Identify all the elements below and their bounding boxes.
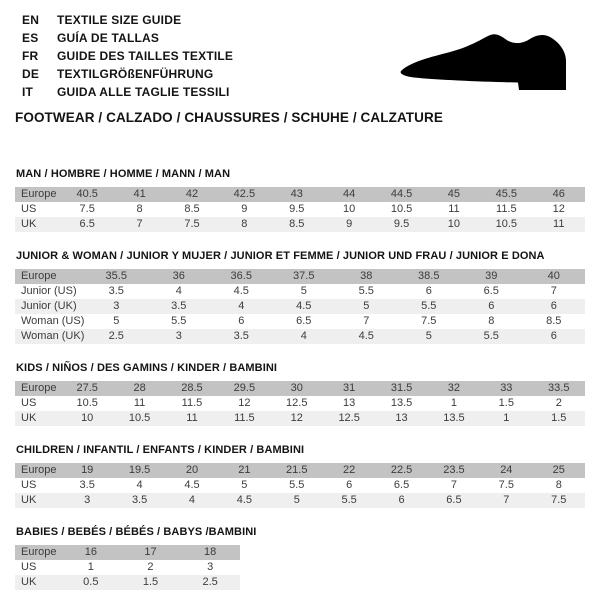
- size-cell: 31: [323, 381, 375, 396]
- row-label: US: [21, 397, 37, 409]
- size-cell: 3: [61, 493, 113, 508]
- size-cell: 6: [425, 285, 432, 297]
- size-cell: 12.5: [286, 397, 308, 409]
- table-row: [15, 463, 585, 478]
- size-cell: 4.5: [218, 493, 270, 508]
- table-row: [15, 284, 585, 299]
- row-label: Woman (UK): [15, 329, 85, 344]
- size-cell: 18: [180, 545, 240, 560]
- size-cell: 4.5: [233, 285, 249, 297]
- size-cell: 29.5: [218, 381, 270, 396]
- size-cell: 22.5: [375, 463, 427, 478]
- size-cell: 9.5: [375, 217, 427, 232]
- section-title: BABIES / BEBÉS / BÉBÉS / BABYS /BAMBINI: [16, 526, 257, 538]
- size-cell: 7.5: [421, 315, 437, 327]
- size-cell: 32: [428, 381, 480, 396]
- size-table-kids: [15, 381, 585, 426]
- language-code: ES: [22, 31, 39, 45]
- size-cell: 4: [210, 299, 273, 314]
- size-cell: 7.5: [166, 217, 218, 232]
- size-cell: 3.5: [108, 285, 124, 297]
- size-cell: 10: [61, 411, 113, 426]
- section-title: JUNIOR & WOMAN / JUNIOR Y MUJER / JUNIOR ET FEMME / JUNIOR UND FRAU / JUNIOR E DONA: [16, 250, 545, 262]
- size-cell: 6.5: [296, 315, 312, 327]
- language-row-fr: [22, 47, 233, 65]
- size-cell: 28: [113, 381, 165, 396]
- size-cell: 45: [428, 187, 480, 202]
- size-cell: 27.5: [61, 381, 113, 396]
- size-cell: 6: [346, 479, 353, 491]
- size-cell: 31.5: [375, 381, 427, 396]
- row-label: US: [21, 561, 37, 573]
- row-label: Junior (US): [21, 285, 77, 297]
- size-cell: 7: [480, 493, 532, 508]
- table-row: [15, 545, 240, 560]
- language-row-it: [22, 83, 233, 101]
- row-label: UK: [15, 493, 61, 508]
- size-cell: 36.5: [210, 269, 273, 284]
- size-cell: 10: [343, 203, 356, 215]
- size-cell: 5: [271, 493, 323, 508]
- size-cell: 37.5: [273, 269, 336, 284]
- size-cell: 0.5: [61, 575, 121, 590]
- size-cell: 8: [218, 217, 270, 232]
- size-cell: 3.5: [113, 493, 165, 508]
- size-cell: 10.5: [480, 217, 532, 232]
- table-row: [15, 396, 585, 411]
- size-cell: 2.5: [180, 575, 240, 590]
- row-label: Europe: [15, 381, 61, 396]
- size-cell: 6: [375, 493, 427, 508]
- size-cell: 12.5: [323, 411, 375, 426]
- size-cell: 11.5: [181, 397, 203, 409]
- size-cell: 5.5: [323, 493, 375, 508]
- table-row: [15, 217, 585, 232]
- table-row: [15, 560, 240, 575]
- size-cell: 10.5: [113, 411, 165, 426]
- table-row: [15, 202, 585, 217]
- size-cell: 33.5: [533, 381, 585, 396]
- size-cell: 5: [113, 315, 120, 327]
- category-title: FOOTWEAR / CALZADO / CHAUSSURES / SCHUHE / CALZATURE: [15, 110, 443, 125]
- size-cell: 11: [533, 217, 585, 232]
- language-list: [22, 11, 233, 101]
- size-cell: 2: [147, 561, 154, 573]
- language-code: FR: [22, 49, 39, 63]
- size-section-man: [15, 168, 585, 232]
- language-label: GUIDE DES TAILLES TEXTILE: [57, 49, 234, 63]
- size-cell: 38: [335, 269, 398, 284]
- size-cell: 6.5: [483, 285, 499, 297]
- size-cell: 6.5: [393, 479, 410, 491]
- size-cell: 1.5: [533, 411, 585, 426]
- language-row-de: [22, 65, 233, 83]
- size-cell: 1.5: [498, 397, 514, 409]
- language-code: IT: [22, 85, 34, 99]
- size-cell: 44.5: [375, 187, 427, 202]
- size-table-junior-woman: [15, 269, 585, 344]
- row-label: Woman (US): [21, 315, 85, 327]
- dress-shoe-icon: [398, 32, 570, 94]
- size-cell: 8.5: [184, 203, 200, 215]
- size-cell: 13.5: [428, 411, 480, 426]
- size-cell: 2.5: [85, 329, 148, 344]
- size-cell: 5.5: [171, 315, 187, 327]
- language-code: DE: [22, 67, 40, 81]
- size-cell: 20: [166, 463, 218, 478]
- section-title: CHILDREN / INFANTIL / ENFANTS / KINDER / BAMBINI: [16, 444, 305, 456]
- size-cell: 1: [450, 397, 457, 409]
- language-label: GUIDA ALLE TAGLIE TESSILI: [57, 85, 230, 99]
- table-row: [15, 493, 585, 508]
- size-cell: 9.5: [289, 203, 305, 215]
- size-cell: 3.5: [210, 329, 273, 344]
- size-section-kids: [15, 362, 585, 426]
- row-label: UK: [15, 217, 61, 232]
- size-cell: 7: [363, 315, 370, 327]
- row-label: Europe: [15, 187, 61, 202]
- size-tables: [15, 168, 585, 600]
- size-cell: 19.5: [113, 463, 165, 478]
- size-cell: 4.5: [184, 479, 200, 491]
- size-cell: 8: [555, 479, 562, 491]
- size-cell: 4: [136, 479, 143, 491]
- size-cell: 8.5: [271, 217, 323, 232]
- size-cell: 8: [488, 315, 495, 327]
- language-label: TEXTILGRÖßENFÜHRUNG: [57, 67, 214, 81]
- size-cell: 42.5: [218, 187, 270, 202]
- size-cell: 11: [133, 397, 146, 409]
- size-cell: 1.5: [121, 575, 181, 590]
- size-cell: 5: [335, 299, 398, 314]
- section-title: KIDS / NIÑOS / DES GAMINS / KINDER / BAMBINI: [16, 362, 278, 374]
- size-cell: 7.5: [79, 203, 95, 215]
- size-cell: 43: [271, 187, 323, 202]
- size-cell: 40: [523, 269, 586, 284]
- size-table-babies: [15, 545, 240, 590]
- size-cell: 41: [113, 187, 165, 202]
- size-cell: 7.5: [533, 493, 585, 508]
- table-row: [15, 478, 585, 493]
- size-cell: 25: [533, 463, 585, 478]
- size-cell: 5.5: [289, 479, 305, 491]
- language-code: EN: [22, 13, 40, 27]
- size-section-junior-woman: [15, 250, 585, 344]
- size-cell: 4.5: [273, 299, 336, 314]
- size-cell: 39: [460, 269, 523, 284]
- size-cell: 4.5: [335, 329, 398, 344]
- row-label: Junior (UK): [15, 299, 85, 314]
- size-cell: 7: [113, 217, 165, 232]
- size-cell: 38.5: [398, 269, 461, 284]
- size-cell: 5.5: [358, 285, 374, 297]
- size-cell: 7: [450, 479, 457, 491]
- row-label: US: [21, 479, 37, 491]
- size-cell: 6: [460, 299, 523, 314]
- size-cell: 42: [166, 187, 218, 202]
- size-cell: 23.5: [428, 463, 480, 478]
- table-row: [15, 299, 585, 314]
- size-cell: 5: [398, 329, 461, 344]
- size-section-children: [15, 444, 585, 508]
- table-row: [15, 314, 585, 329]
- size-cell: 6: [523, 299, 586, 314]
- size-cell: 5: [241, 479, 248, 491]
- size-cell: 11: [448, 203, 460, 215]
- size-cell: 1: [480, 411, 532, 426]
- table-row: [15, 381, 585, 396]
- size-cell: 8: [136, 203, 143, 215]
- size-cell: 4: [166, 493, 218, 508]
- size-cell: 10: [428, 217, 480, 232]
- size-cell: 22: [323, 463, 375, 478]
- size-cell: 16: [61, 545, 121, 560]
- size-cell: 36: [148, 269, 211, 284]
- size-cell: 4: [175, 285, 182, 297]
- size-cell: 24: [480, 463, 532, 478]
- size-cell: 12: [552, 203, 565, 215]
- size-cell: 21.5: [271, 463, 323, 478]
- section-title: MAN / HOMBRE / HOMME / MANN / MAN: [16, 168, 231, 180]
- size-cell: 17: [121, 545, 181, 560]
- size-cell: 8.5: [546, 315, 562, 327]
- size-cell: 3.5: [79, 479, 95, 491]
- row-label: Europe: [15, 269, 85, 284]
- size-cell: 2: [555, 397, 562, 409]
- size-cell: 6.5: [428, 493, 480, 508]
- size-cell: 13: [343, 397, 356, 409]
- size-cell: 3.5: [148, 299, 211, 314]
- size-section-babies: [15, 526, 585, 590]
- size-cell: 28.5: [166, 381, 218, 396]
- size-cell: 21: [218, 463, 270, 478]
- row-label: Europe: [15, 463, 61, 478]
- size-cell: 33: [480, 381, 532, 396]
- row-label: US: [21, 203, 37, 215]
- size-cell: 9: [241, 203, 248, 215]
- size-cell: 7.5: [498, 479, 514, 491]
- size-cell: 1: [87, 561, 94, 573]
- row-label: Europe: [15, 545, 61, 560]
- size-table-children: [15, 463, 585, 508]
- size-cell: 3: [85, 299, 148, 314]
- language-row-en: [22, 11, 233, 29]
- size-cell: 19: [61, 463, 113, 478]
- size-cell: 13.5: [390, 397, 413, 409]
- size-cell: 13: [375, 411, 427, 426]
- size-cell: 12: [238, 397, 251, 409]
- size-cell: 5.5: [460, 329, 523, 344]
- table-row: [15, 411, 585, 426]
- row-label: UK: [15, 575, 61, 590]
- size-cell: 7: [550, 285, 557, 297]
- size-cell: 30: [271, 381, 323, 396]
- size-cell: 44: [323, 187, 375, 202]
- size-cell: 35.5: [85, 269, 148, 284]
- size-cell: 46: [533, 187, 585, 202]
- language-label: GUÍA DE TALLAS: [57, 31, 160, 45]
- size-cell: 12: [271, 411, 323, 426]
- size-cell: 6.5: [61, 217, 113, 232]
- table-row: [15, 269, 585, 284]
- size-cell: 40.5: [61, 187, 113, 202]
- size-cell: 11: [166, 411, 218, 426]
- size-cell: 5: [300, 285, 307, 297]
- size-cell: 3: [207, 561, 214, 573]
- size-cell: 4: [273, 329, 336, 344]
- size-cell: 6: [238, 315, 245, 327]
- size-cell: 45.5: [480, 187, 532, 202]
- table-row: [15, 575, 240, 590]
- language-row-es: [22, 29, 233, 47]
- table-row: [15, 329, 585, 344]
- row-label: UK: [15, 411, 61, 426]
- size-cell: 10.5: [76, 397, 98, 409]
- size-table-man: [15, 187, 585, 232]
- size-cell: 11.5: [218, 411, 270, 426]
- size-cell: 5.5: [398, 299, 461, 314]
- size-cell: 10.5: [390, 203, 413, 215]
- size-cell: 3: [148, 329, 211, 344]
- size-cell: 9: [323, 217, 375, 232]
- size-cell: 11.5: [496, 203, 517, 215]
- size-cell: 6: [523, 329, 586, 344]
- language-label: TEXTILE SIZE GUIDE: [57, 13, 182, 27]
- table-row: [15, 187, 585, 202]
